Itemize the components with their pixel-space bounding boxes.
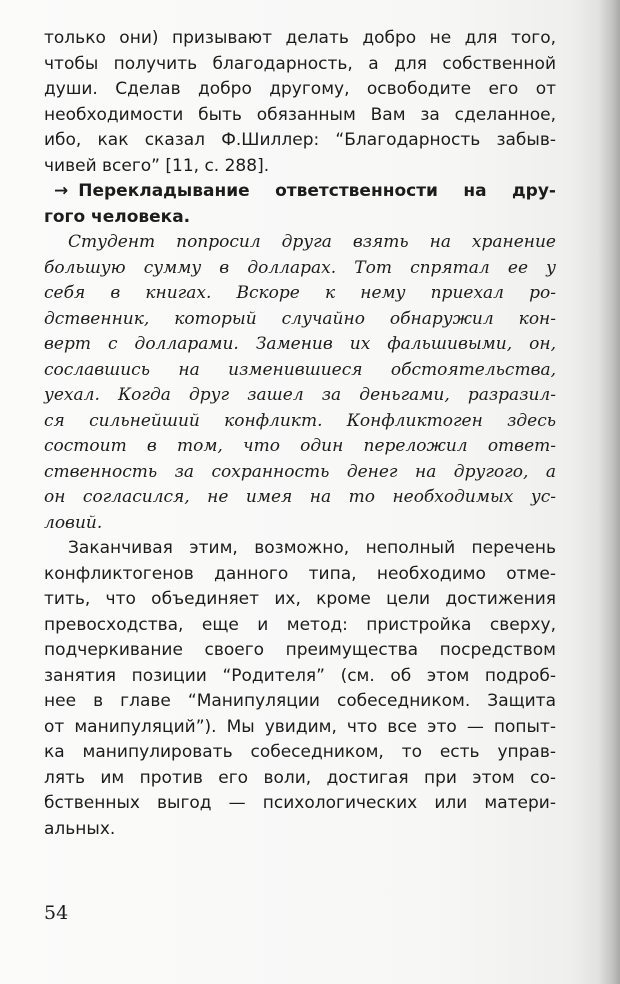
text-line: лять им против его воли, достигая при этом со- <box>44 767 556 788</box>
conclusion-paragraph <box>44 536 556 842</box>
text-line: конфликтогенов данного типа, необходимо отме- <box>44 563 556 584</box>
text-line: от манипуляций”). Мы увидим, что все это — попыт- <box>44 716 556 737</box>
text-line: только они) призывают делать добро не для того, <box>44 28 556 48</box>
text-block <box>44 26 556 842</box>
text-line: Заканчивая этим, возможно, неполный перечень <box>68 538 556 558</box>
text-line: Студент попросил друга взять на хранение <box>68 232 556 252</box>
text-line: сославшись на изменившиеся обстоятельства, <box>44 359 556 380</box>
text-line: большую сумму в долларах. Тот спрятал ее у <box>44 257 556 278</box>
text-line: уехал. Когда друг зашел за деньгами, разразил- <box>44 385 556 405</box>
heading-line: Перекладывание ответственности на дру- <box>78 181 556 201</box>
text-line: ка манипулировать собеседником, то есть управ- <box>44 742 556 762</box>
text-line: ся сильнейший конфликт. Конфликтоген здесь <box>44 410 556 431</box>
page-number: 54 <box>44 902 69 924</box>
text-line: нее в главе “Манипуляции собеседником. Защита <box>44 691 556 711</box>
text-line: себя в книгах. Вскоре к нему приехал ро- <box>44 283 556 303</box>
text-line: необходимости быть обязанным Вам за сделанное, <box>44 104 556 125</box>
text-line: он согласился, не имея на то необходимых ус- <box>44 487 556 507</box>
text-line: состоит в том, что один переложил ответ- <box>44 436 556 456</box>
text-line: души. Сделав добро другому, освободите его от <box>44 79 556 99</box>
paragraph-continuation <box>44 26 556 179</box>
text-line: превосходства, еще и метод: пристройка сверху, <box>44 614 556 635</box>
text-line: дственник, который случайно обнаружил кон- <box>44 308 556 329</box>
text-line: альных. <box>44 818 116 839</box>
heading-line: гого человека. <box>44 206 191 227</box>
text-line: бственных выгод — психологических или матери- <box>44 793 556 813</box>
text-line: ибо, как сказал Ф.Шиллер: “Благодарность забыв- <box>44 130 556 150</box>
example-paragraph <box>44 230 556 536</box>
text-line: верт с долларами. Заменив их фальшивыми, он, <box>44 334 556 354</box>
text-line: подчеркивание своего преимущества посредством <box>44 640 556 660</box>
section-heading <box>44 179 556 230</box>
text-line: чтобы получить благодарность, а для собственной <box>44 53 556 74</box>
text-line: ственность за сохранность денег на другого, а <box>44 461 556 482</box>
spine-shadow <box>598 0 620 984</box>
text-line: тить, что объединяет их, кроме цели достижения <box>44 589 556 609</box>
text-line: ловий. <box>44 512 103 533</box>
text-line: занятия позиции “Родителя” (см. об этом подроб- <box>44 665 556 686</box>
text-line: чивей всего” [11, с. 288]. <box>44 155 270 176</box>
arrow-right-icon: → <box>54 181 69 201</box>
